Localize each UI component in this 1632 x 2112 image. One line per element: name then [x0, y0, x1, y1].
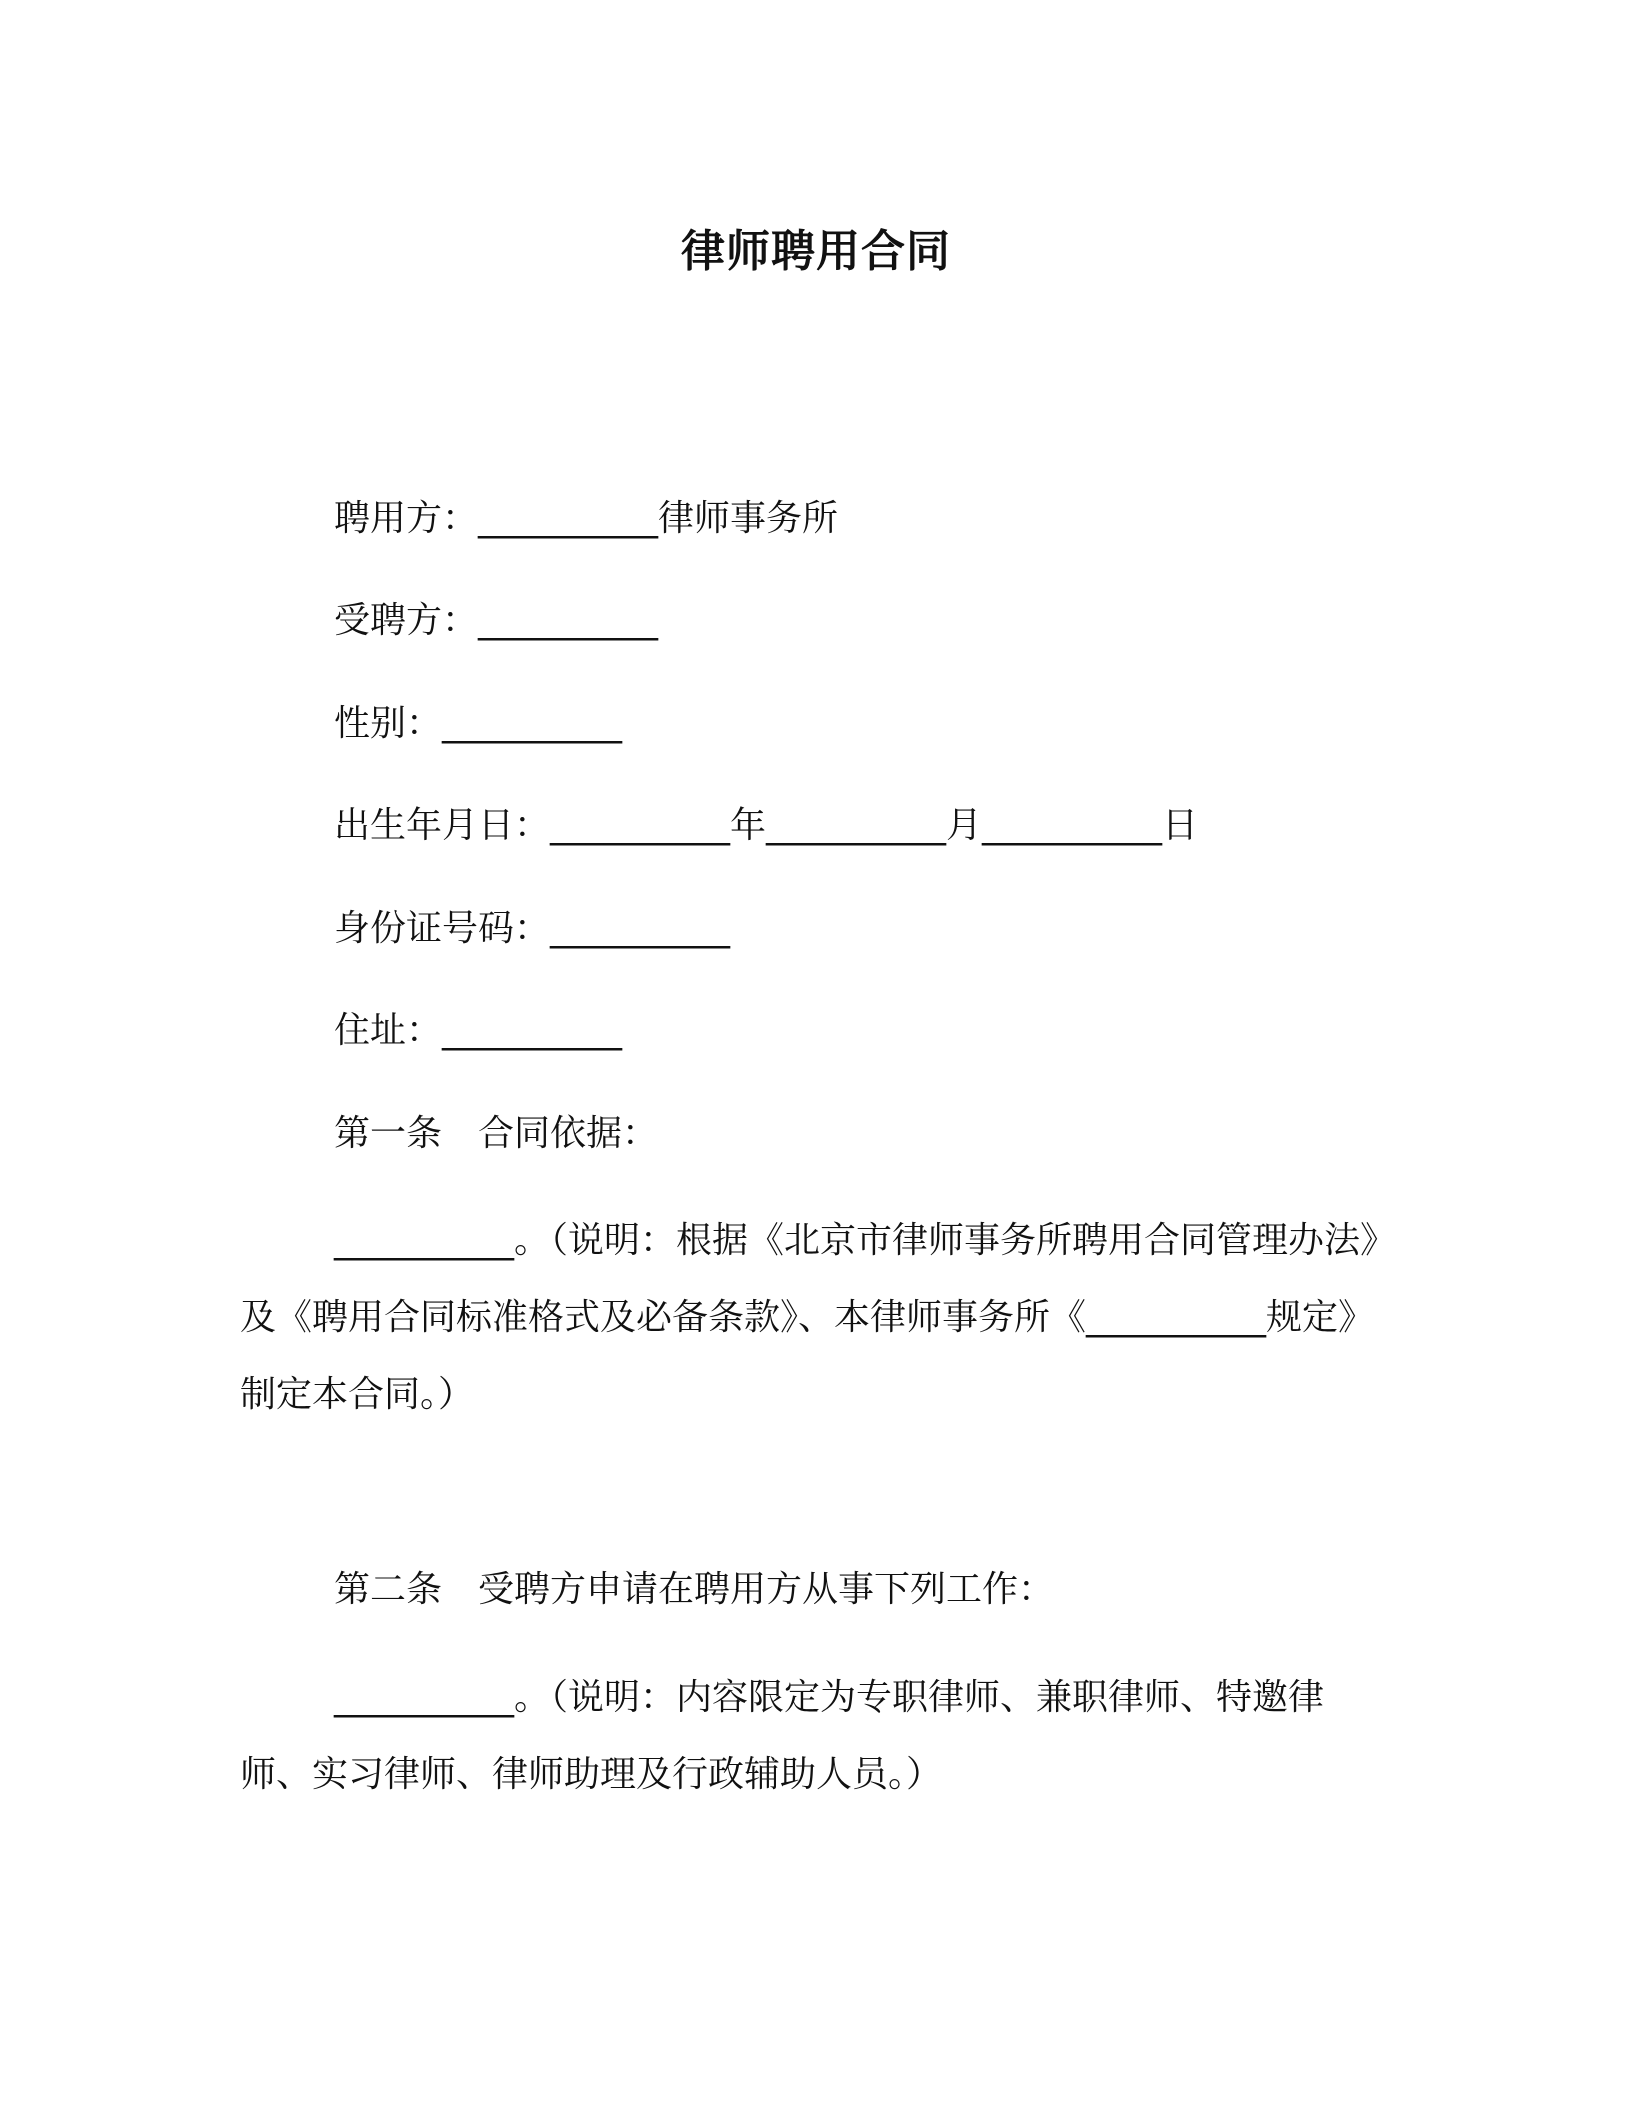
employer-field: 聘用方：__________律师事务所 — [334, 498, 839, 539]
birth-date-field: 出生年月日：__________年__________月__________日 — [334, 805, 1199, 846]
article-1-heading: 第一条 合同依据： — [334, 1113, 659, 1154]
employee-field: 受聘方：__________ — [334, 600, 659, 641]
article-2-heading: 第二条 受聘方申请在聘用方从事下列工作： — [334, 1569, 1055, 1610]
gender-field: 性别：__________ — [334, 703, 623, 744]
article-2-body: __________。（说明：内容限定为专职律师、兼职律师、特邀律师、实习律师、律师助理及行政辅助人员。） — [240, 1677, 1325, 1795]
address-field: 住址：__________ — [334, 1010, 623, 1051]
document-title: 律师聘用合同 — [681, 226, 951, 277]
id-number-field: 身份证号码：__________ — [334, 908, 731, 949]
article-1-body: __________。（说明：根据《北京市律师事务所聘用合同管理办法》及《聘用合同标准格式及必备条款》、本律师事务所《__________规定》制定本合同。） — [240, 1220, 1379, 1415]
